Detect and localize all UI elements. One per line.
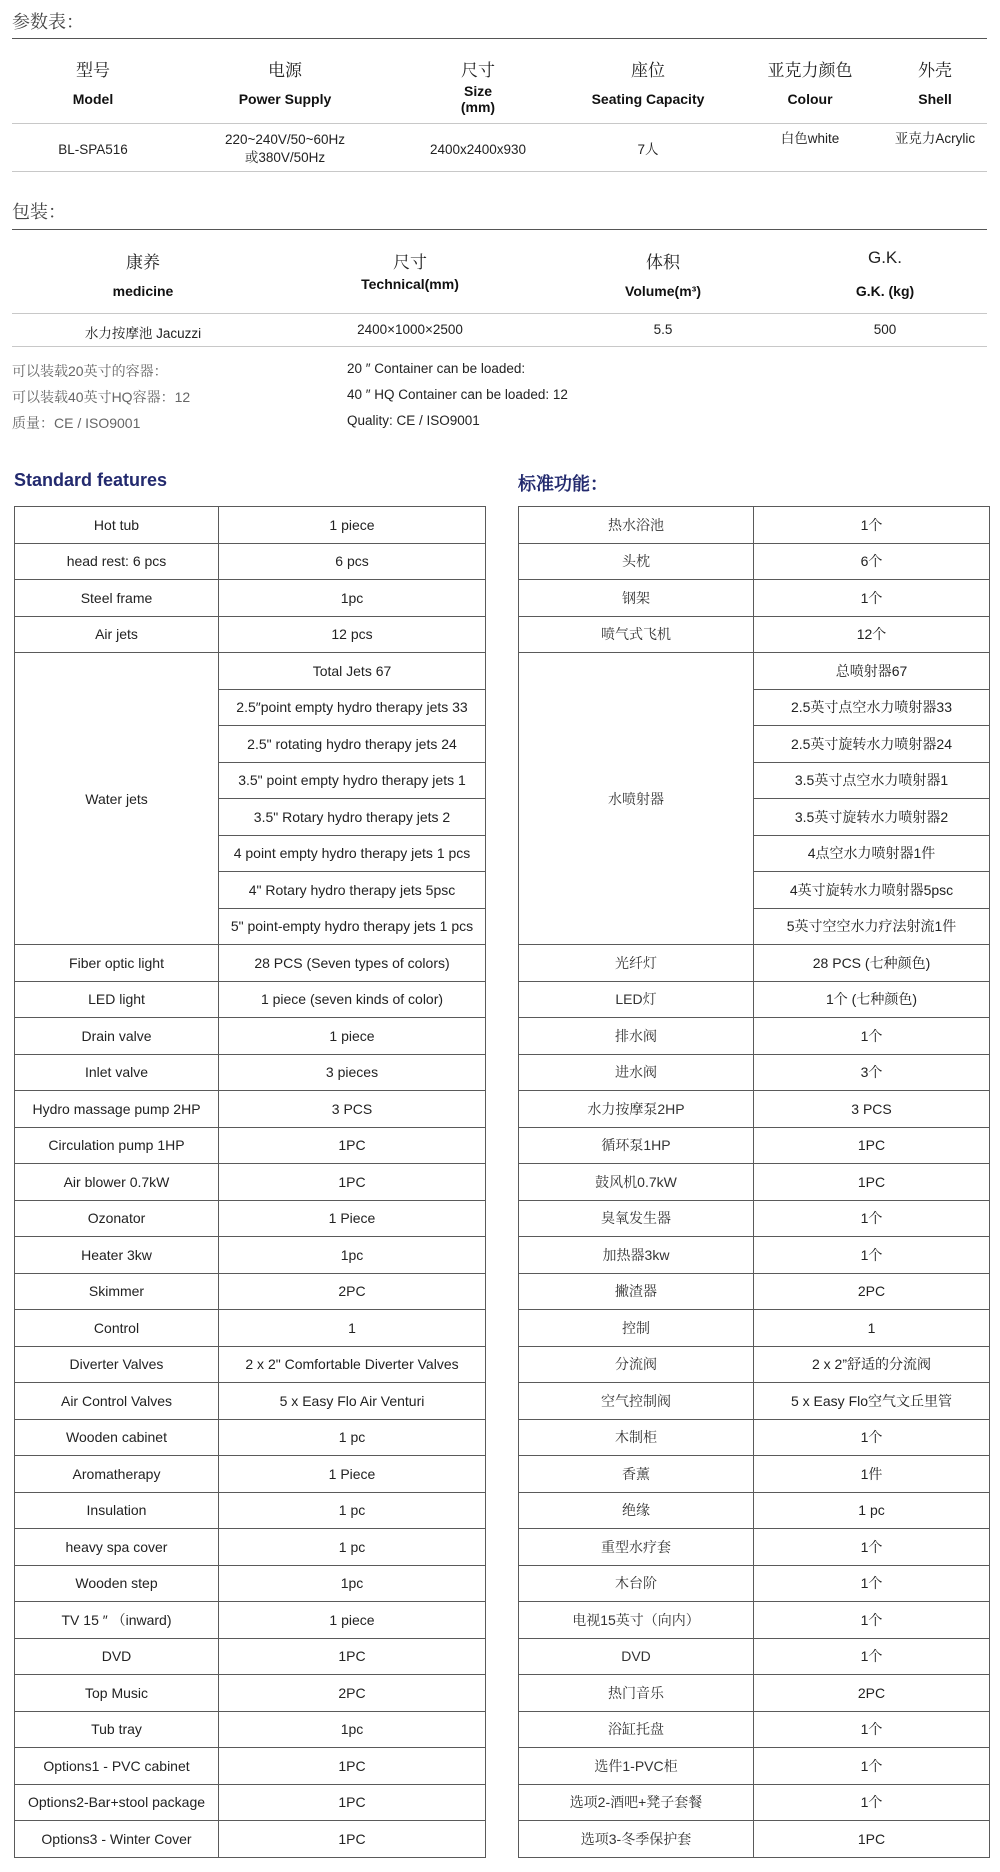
feature-row (15, 1419, 486, 1456)
feature-name: Wooden step (15, 1565, 219, 1602)
feature-value: 28 PCS (Seven types of colors) (219, 945, 486, 982)
feature-row (519, 1675, 990, 1712)
feature-row (15, 580, 486, 617)
feature-name: LED light (15, 981, 219, 1018)
feature-row (519, 1602, 990, 1639)
feature-value: 1个 (754, 1748, 990, 1785)
params-header-en: Shell (918, 91, 952, 107)
feature-name: Steel frame (15, 580, 219, 617)
feature-value: 1pc (219, 580, 486, 617)
feature-value: 1 piece (219, 1018, 486, 1055)
params-header-zh: 亚克力颜色 (767, 61, 853, 80)
packing-header-en: G.K. (kg) (855, 283, 915, 299)
packing-heading: 包装： (12, 202, 66, 222)
feature-row (15, 616, 486, 653)
feature-row (15, 1456, 486, 1493)
feature-row (519, 981, 990, 1018)
water-jets-item: 2.5″point empty hydro therapy jets 33 (219, 689, 486, 726)
feature-row (15, 1310, 486, 1347)
feature-name: 头枕 (519, 543, 754, 580)
feature-value: 1个 (754, 1419, 990, 1456)
water-jets-row (15, 653, 486, 690)
water-jets-item: 总喷射器67 (754, 653, 990, 690)
feature-value: 5 x Easy Flo Air Venturi (219, 1383, 486, 1420)
feature-name: Skimmer (15, 1273, 219, 1310)
water-jets-item: 2.5" rotating hydro therapy jets 24 (219, 726, 486, 763)
feature-value: 1PC (219, 1784, 486, 1821)
feature-row (15, 1054, 486, 1091)
feature-row (519, 1237, 990, 1274)
feature-value: 1 Piece (219, 1456, 486, 1493)
water-jets-item: 3.5" point empty hydro therapy jets 1 (219, 762, 486, 799)
params-header-en: Size (mm) (460, 83, 496, 115)
packing-cell: 5.5 (653, 322, 673, 337)
water-jets-item: 2.5英寸点空水力喷射器33 (754, 689, 990, 726)
feature-name: head rest: 6 pcs (15, 543, 219, 580)
feature-name: Insulation (15, 1492, 219, 1529)
feature-value: 1 pc (754, 1492, 990, 1529)
feature-name: 排水阀 (519, 1018, 754, 1055)
feature-value: 1pc (219, 1565, 486, 1602)
params-cell: 7人 (637, 142, 659, 157)
params-header-en: Model (72, 91, 114, 107)
feature-value: 1PC (219, 1638, 486, 1675)
feature-value: 2PC (754, 1273, 990, 1310)
feature-value: 1 piece (219, 1602, 486, 1639)
packing-note-zh: 可以装载40英寸HQ容器：12 (12, 389, 191, 405)
feature-row (15, 1091, 486, 1128)
feature-row (15, 1273, 486, 1310)
feature-name: 加热器3kw (519, 1237, 754, 1274)
feature-row (519, 1638, 990, 1675)
packing-header-en: Technical(mm) (361, 276, 459, 292)
params-header-zh: 电源 (268, 61, 302, 80)
feature-name: heavy spa cover (15, 1529, 219, 1566)
feature-value: 1 piece (seven kinds of color) (219, 981, 486, 1018)
feature-value: 1 Piece (219, 1200, 486, 1237)
feature-name: Circulation pump 1HP (15, 1127, 219, 1164)
feature-name: Options3 - Winter Cover (15, 1821, 219, 1858)
feature-row (15, 1675, 486, 1712)
feature-name: 进水阀 (519, 1054, 754, 1091)
feature-value: 1PC (754, 1164, 990, 1201)
params-heading: 参数表： (12, 12, 84, 32)
feature-row (15, 1492, 486, 1529)
feature-value: 2 x 2”舒适的分流阀 (754, 1346, 990, 1383)
params-header-zh: 尺寸 (461, 61, 495, 80)
feature-name: Drain valve (15, 1018, 219, 1055)
feature-value: 2 x 2" Comfortable Diverter Valves (219, 1346, 486, 1383)
feature-row (15, 507, 486, 544)
params-cell: 白色white (780, 131, 840, 146)
feature-value: 3个 (754, 1054, 990, 1091)
params-cell: 亚克力Acrylic (894, 131, 976, 146)
feature-value: 1 piece (219, 507, 486, 544)
feature-value: 1PC (754, 1821, 990, 1858)
feature-name: Options2-Bar+stool package (15, 1784, 219, 1821)
feature-name: LED灯 (519, 981, 754, 1018)
packing-cell: 500 (873, 322, 897, 337)
feature-value: 1个 (754, 580, 990, 617)
feature-name: 分流阀 (519, 1346, 754, 1383)
features-en-title: Standard features (14, 470, 168, 490)
feature-row (15, 1237, 486, 1274)
water-jets-label: Water jets (15, 653, 219, 945)
feature-row (519, 1748, 990, 1785)
feature-name: Options1 - PVC cabinet (15, 1748, 219, 1785)
water-jets-item: 3.5" Rotary hydro therapy jets 2 (219, 799, 486, 836)
features-zh-table (518, 506, 990, 1858)
feature-row (15, 1529, 486, 1566)
feature-value: 28 PCS (七种颜色) (754, 945, 990, 982)
feature-row (15, 1565, 486, 1602)
feature-name: Fiber optic light (15, 945, 219, 982)
feature-name: 浴缸托盘 (519, 1711, 754, 1748)
feature-row (15, 1784, 486, 1821)
feature-value: 1件 (754, 1456, 990, 1493)
packing-header-zh: 尺寸 (393, 253, 427, 272)
water-jets-item: 5英寸空空水力疗法射流1件 (754, 908, 990, 945)
params-top-rule (12, 38, 987, 39)
packing-header-zh: 康养 (126, 253, 160, 272)
feature-name: Ozonator (15, 1200, 219, 1237)
feature-row (15, 1602, 486, 1639)
feature-row (519, 1419, 990, 1456)
feature-name: 木制柜 (519, 1419, 754, 1456)
params-cell: 220~240V/50~60Hz 或380V/50Hz (224, 132, 346, 165)
packing-top-rule (12, 229, 987, 230)
feature-name: 绝缘 (519, 1492, 754, 1529)
feature-row (15, 1821, 486, 1858)
params-header-en: Seating Capacity (591, 91, 705, 107)
feature-row (519, 1310, 990, 1347)
feature-name: 木台阶 (519, 1565, 754, 1602)
water-jets-item: 5" point-empty hydro therapy jets 1 pcs (219, 908, 486, 945)
feature-row (15, 1164, 486, 1201)
feature-name: 重型水疗套 (519, 1529, 754, 1566)
water-jets-item: Total Jets 67 (219, 653, 486, 690)
feature-name: Air Control Valves (15, 1383, 219, 1420)
feature-name: Heater 3kw (15, 1237, 219, 1274)
feature-name: 选件1-PVC柜 (519, 1748, 754, 1785)
feature-row (519, 1456, 990, 1493)
params-header-zh: 型号 (76, 61, 110, 80)
water-jets-label: 水喷射器 (519, 653, 754, 945)
feature-value: 3 PCS (219, 1091, 486, 1128)
feature-name: 撇渣器 (519, 1273, 754, 1310)
feature-name: 光纤灯 (519, 945, 754, 982)
feature-row (519, 580, 990, 617)
feature-row (15, 945, 486, 982)
feature-value: 1个 (754, 1638, 990, 1675)
packing-cell: 2400×1000×2500 (357, 322, 463, 337)
feature-name: TV 15 ″ （inward) (15, 1602, 219, 1639)
feature-name: Top Music (15, 1675, 219, 1712)
feature-value: 5 x Easy Flo空气文丘里管 (754, 1383, 990, 1420)
feature-name: Air blower 0.7kW (15, 1164, 219, 1201)
features-zh-title: 标准功能： (518, 474, 608, 494)
feature-row (519, 1054, 990, 1091)
feature-value: 6个 (754, 543, 990, 580)
feature-value: 1PC (754, 1127, 990, 1164)
feature-row (15, 1200, 486, 1237)
feature-name: 选项3-冬季保护套 (519, 1821, 754, 1858)
feature-row (15, 1638, 486, 1675)
packing-header-zh: 体积 (646, 253, 680, 272)
feature-row (15, 543, 486, 580)
feature-row (15, 1127, 486, 1164)
packing-note-zh: 可以装载20英寸的容器： (12, 363, 168, 379)
feature-row (519, 1346, 990, 1383)
feature-name: 鼓风机0.7kW (519, 1164, 754, 1201)
feature-value: 6 pcs (219, 543, 486, 580)
packing-header-en: Volume(m³) (625, 283, 701, 299)
water-jets-item: 4" Rotary hydro therapy jets 5psc (219, 872, 486, 909)
feature-value: 1个 (754, 1602, 990, 1639)
water-jets-item: 4点空水力喷射器1件 (754, 835, 990, 872)
packing-note-zh: 质量：CE / ISO9001 (12, 415, 141, 431)
feature-value: 12个 (754, 616, 990, 653)
feature-value: 1pc (219, 1711, 486, 1748)
feature-value: 3 pieces (219, 1054, 486, 1091)
feature-name: 选项2-酒吧+凳子套餐 (519, 1784, 754, 1821)
feature-name: 钢架 (519, 580, 754, 617)
feature-value: 1 pc (219, 1419, 486, 1456)
feature-value: 1PC (219, 1127, 486, 1164)
feature-value: 1个 (754, 1018, 990, 1055)
feature-name: Tub tray (15, 1711, 219, 1748)
feature-row (15, 1711, 486, 1748)
params-header-zh: 座位 (631, 61, 665, 80)
feature-value: 2PC (219, 1273, 486, 1310)
feature-value: 1个 (754, 1711, 990, 1748)
feature-row (519, 1164, 990, 1201)
feature-name: DVD (15, 1638, 219, 1675)
feature-name: 循环泵1HP (519, 1127, 754, 1164)
feature-name: 空气控制阀 (519, 1383, 754, 1420)
water-jets-item: 2.5英寸旋转水力喷射器24 (754, 726, 990, 763)
params-header-zh: 外壳 (918, 61, 952, 80)
water-jets-item: 3.5英寸旋转水力喷射器2 (754, 799, 990, 836)
feature-row (519, 1200, 990, 1237)
feature-name: 水力按摩泵2HP (519, 1091, 754, 1128)
feature-value: 1pc (219, 1237, 486, 1274)
feature-value: 1个 (七种颜色) (754, 981, 990, 1018)
params-header-en: Colour (787, 91, 833, 107)
feature-row (519, 1018, 990, 1055)
feature-value: 2PC (754, 1675, 990, 1712)
features-en-table (14, 506, 486, 1858)
feature-name: Hot tub (15, 507, 219, 544)
feature-value: 12 pcs (219, 616, 486, 653)
feature-value: 3 PCS (754, 1091, 990, 1128)
params-header-en: Power Supply (238, 91, 332, 107)
feature-row (519, 1091, 990, 1128)
packing-header-divider (12, 313, 987, 314)
params-bottom-rule (12, 171, 987, 172)
feature-name: 臭氧发生器 (519, 1200, 754, 1237)
feature-value: 2PC (219, 1675, 486, 1712)
feature-row (519, 543, 990, 580)
feature-name: Diverter Valves (15, 1346, 219, 1383)
params-cell: BL-SPA516 (58, 142, 128, 157)
feature-name: Inlet valve (15, 1054, 219, 1091)
feature-row (519, 616, 990, 653)
feature-value: 1PC (219, 1821, 486, 1858)
feature-row (519, 1529, 990, 1566)
feature-value: 1个 (754, 1565, 990, 1602)
feature-name: Control (15, 1310, 219, 1347)
feature-value: 1个 (754, 1200, 990, 1237)
feature-value: 1PC (219, 1164, 486, 1201)
packing-note-en: 20 ″ Container can be loaded: (347, 361, 526, 376)
feature-row (519, 1492, 990, 1529)
feature-row (15, 981, 486, 1018)
feature-row (15, 1748, 486, 1785)
packing-bottom-rule (12, 346, 987, 347)
packing-cell: 水力按摩池 Jacuzzi (84, 326, 202, 341)
water-jets-item: 4 point empty hydro therapy jets 1 pcs (219, 835, 486, 872)
feature-name: Hydro massage pump 2HP (15, 1091, 219, 1128)
feature-row (519, 1383, 990, 1420)
feature-row (519, 1127, 990, 1164)
feature-name: 热水浴池 (519, 507, 754, 544)
feature-value: 1 (219, 1310, 486, 1347)
feature-name: Air jets (15, 616, 219, 653)
feature-value: 1 pc (219, 1492, 486, 1529)
feature-row (519, 945, 990, 982)
feature-name: Aromatherapy (15, 1456, 219, 1493)
water-jets-item: 3.5英寸点空水力喷射器1 (754, 762, 990, 799)
feature-name: 香薰 (519, 1456, 754, 1493)
packing-note-en: 40 ″ HQ Container can be loaded: 12 (347, 387, 568, 402)
feature-name: 电视15英寸（向内） (519, 1602, 754, 1639)
feature-value: 1 (754, 1310, 990, 1347)
feature-name: 热门音乐 (519, 1675, 754, 1712)
params-header-divider (12, 123, 987, 124)
feature-name: Wooden cabinet (15, 1419, 219, 1456)
feature-row (15, 1346, 486, 1383)
water-jets-row (519, 653, 990, 690)
feature-value: 1PC (219, 1748, 486, 1785)
feature-row (519, 1821, 990, 1858)
feature-name: 控制 (519, 1310, 754, 1347)
feature-row (519, 1565, 990, 1602)
feature-value: 1个 (754, 1529, 990, 1566)
feature-name: DVD (519, 1638, 754, 1675)
feature-row (519, 1273, 990, 1310)
water-jets-item: 4英寸旋转水力喷射器5psc (754, 872, 990, 909)
feature-value: 1个 (754, 1784, 990, 1821)
packing-note-en: Quality: CE / ISO9001 (347, 413, 480, 428)
feature-row (15, 1018, 486, 1055)
feature-row (519, 507, 990, 544)
packing-header-zh: G.K. (867, 248, 902, 267)
feature-value: 1 pc (219, 1529, 486, 1566)
feature-row (15, 1383, 486, 1420)
params-cell: 2400x2400x930 (429, 142, 527, 157)
feature-value: 1个 (754, 1237, 990, 1274)
feature-name: 喷气式飞机 (519, 616, 754, 653)
feature-row (519, 1784, 990, 1821)
feature-row (519, 1711, 990, 1748)
packing-header-en: medicine (112, 283, 174, 299)
feature-value: 1个 (754, 507, 990, 544)
